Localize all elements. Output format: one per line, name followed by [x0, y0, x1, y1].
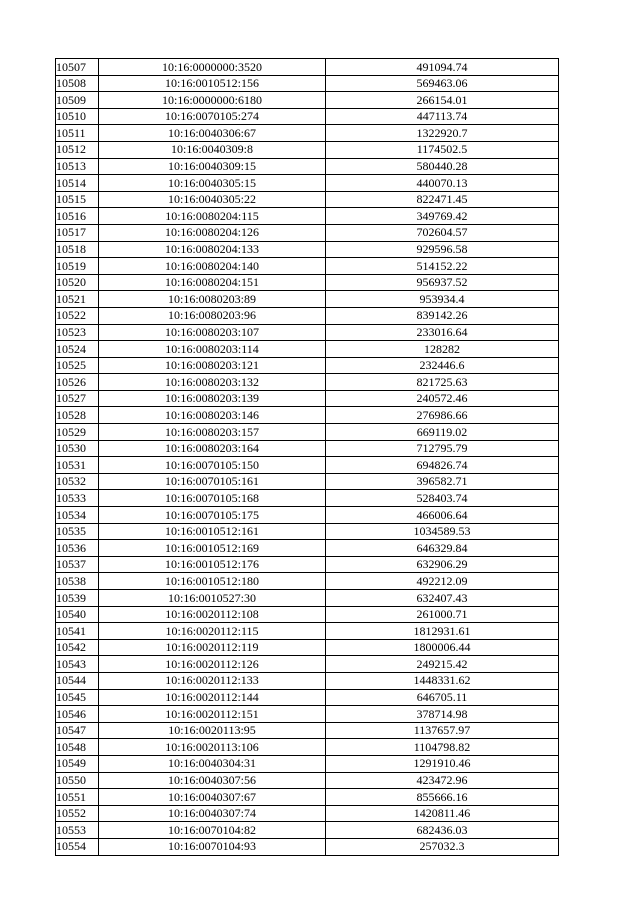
row-number-cell: 10536 [56, 540, 99, 557]
row-number-cell: 10544 [56, 672, 99, 689]
cadastral-number-cell: 10:16:0080203:132 [99, 374, 326, 391]
cadastral-number-cell: 10:16:0010512:180 [99, 573, 326, 590]
row-number-cell: 10524 [56, 341, 99, 358]
value-cell: 249215.42 [326, 656, 559, 673]
table-row [56, 556, 559, 573]
row-number-cell: 10507 [56, 59, 99, 76]
row-number-cell: 10530 [56, 440, 99, 457]
value-cell: 447113.74 [326, 108, 559, 125]
data-table [55, 58, 559, 856]
row-number-cell: 10533 [56, 490, 99, 507]
row-number-cell: 10529 [56, 424, 99, 441]
cadastral-number-cell: 10:16:0020112:144 [99, 689, 326, 706]
row-number-cell: 10548 [56, 739, 99, 756]
value-cell: 1174502.5 [326, 141, 559, 158]
row-number-cell: 10516 [56, 208, 99, 225]
value-cell: 712795.79 [326, 440, 559, 457]
cadastral-number-cell: 10:16:0080203:146 [99, 407, 326, 424]
row-number-cell: 10528 [56, 407, 99, 424]
row-number-cell: 10543 [56, 656, 99, 673]
cadastral-number-cell: 10:16:0020112:119 [99, 639, 326, 656]
table-row [56, 473, 559, 490]
cadastral-number-cell: 10:16:0040305:22 [99, 191, 326, 208]
cadastral-number-cell: 10:16:0070105:274 [99, 108, 326, 125]
row-number-cell: 10549 [56, 755, 99, 772]
row-number-cell: 10531 [56, 457, 99, 474]
cadastral-number-cell: 10:16:0040306:67 [99, 125, 326, 142]
table-row [56, 523, 559, 540]
row-number-cell: 10508 [56, 75, 99, 92]
value-cell: 261000.71 [326, 606, 559, 623]
table-row [56, 656, 559, 673]
row-number-cell: 10539 [56, 590, 99, 607]
value-cell: 1034589.53 [326, 523, 559, 540]
table-row [56, 606, 559, 623]
value-cell: 276986.66 [326, 407, 559, 424]
row-number-cell: 10515 [56, 191, 99, 208]
cadastral-number-cell: 10:16:0080204:151 [99, 274, 326, 291]
cadastral-number-cell: 10:16:0020113:95 [99, 722, 326, 739]
cadastral-number-cell: 10:16:0080203:96 [99, 307, 326, 324]
table-row [56, 175, 559, 192]
table-row [56, 722, 559, 739]
row-number-cell: 10521 [56, 291, 99, 308]
table-row [56, 75, 559, 92]
table-row [56, 374, 559, 391]
cadastral-number-cell: 10:16:0070105:175 [99, 507, 326, 524]
table-row [56, 672, 559, 689]
value-cell: 423472.96 [326, 772, 559, 789]
table-row [56, 108, 559, 125]
table-row [56, 125, 559, 142]
table-row [56, 341, 559, 358]
cadastral-number-cell: 10:16:0080204:140 [99, 258, 326, 275]
table-row [56, 822, 559, 839]
table-row [56, 457, 559, 474]
value-cell: 257032.3 [326, 838, 559, 855]
row-number-cell: 10520 [56, 274, 99, 291]
value-cell: 953934.4 [326, 291, 559, 308]
value-cell: 349769.42 [326, 208, 559, 225]
row-number-cell: 10511 [56, 125, 99, 142]
row-number-cell: 10542 [56, 639, 99, 656]
table-row [56, 191, 559, 208]
table-row [56, 440, 559, 457]
table-row [56, 390, 559, 407]
value-cell: 702604.57 [326, 224, 559, 241]
cadastral-number-cell: 10:16:0040304:31 [99, 755, 326, 772]
cadastral-number-cell: 10:16:0010512:156 [99, 75, 326, 92]
row-number-cell: 10541 [56, 623, 99, 640]
value-cell: 1137657.97 [326, 722, 559, 739]
cadastral-number-cell: 10:16:0040307:74 [99, 805, 326, 822]
table-row [56, 424, 559, 441]
value-cell: 1104798.82 [326, 739, 559, 756]
table-row [56, 739, 559, 756]
cadastral-number-cell: 10:16:0040309:8 [99, 141, 326, 158]
value-cell: 632906.29 [326, 556, 559, 573]
value-cell: 682436.03 [326, 822, 559, 839]
table-row [56, 639, 559, 656]
value-cell: 266154.01 [326, 92, 559, 109]
value-cell: 440070.13 [326, 175, 559, 192]
cadastral-number-cell: 10:16:0010527:30 [99, 590, 326, 607]
value-cell: 929596.58 [326, 241, 559, 258]
table-row [56, 590, 559, 607]
table-row [56, 357, 559, 374]
cadastral-number-cell: 10:16:0070105:150 [99, 457, 326, 474]
cadastral-number-cell: 10:16:0080203:139 [99, 390, 326, 407]
row-number-cell: 10522 [56, 307, 99, 324]
row-number-cell: 10550 [56, 772, 99, 789]
row-number-cell: 10546 [56, 706, 99, 723]
cadastral-number-cell: 10:16:0070105:161 [99, 473, 326, 490]
cadastral-number-cell: 10:16:0010512:161 [99, 523, 326, 540]
row-number-cell: 10514 [56, 175, 99, 192]
row-number-cell: 10551 [56, 789, 99, 806]
cadastral-number-cell: 10:16:0000000:6180 [99, 92, 326, 109]
value-cell: 569463.06 [326, 75, 559, 92]
cadastral-number-cell: 10:16:0070104:82 [99, 822, 326, 839]
cadastral-number-cell: 10:16:0040307:56 [99, 772, 326, 789]
cadastral-number-cell: 10:16:0020112:133 [99, 672, 326, 689]
row-number-cell: 10538 [56, 573, 99, 590]
table-row [56, 59, 559, 76]
row-number-cell: 10510 [56, 108, 99, 125]
value-cell: 822471.45 [326, 191, 559, 208]
table-row [56, 324, 559, 341]
table-body [56, 59, 559, 856]
value-cell: 821725.63 [326, 374, 559, 391]
row-number-cell: 10526 [56, 374, 99, 391]
cadastral-number-cell: 10:16:0000000:3520 [99, 59, 326, 76]
row-number-cell: 10509 [56, 92, 99, 109]
table-row [56, 838, 559, 855]
value-cell: 240572.46 [326, 390, 559, 407]
row-number-cell: 10519 [56, 258, 99, 275]
cadastral-number-cell: 10:16:0080203:114 [99, 341, 326, 358]
cadastral-number-cell: 10:16:0020112:108 [99, 606, 326, 623]
table-row [56, 573, 559, 590]
table-row [56, 507, 559, 524]
cadastral-number-cell: 10:16:0040307:67 [99, 789, 326, 806]
table-row [56, 158, 559, 175]
row-number-cell: 10527 [56, 390, 99, 407]
value-cell: 514152.22 [326, 258, 559, 275]
value-cell: 956937.52 [326, 274, 559, 291]
row-number-cell: 10518 [56, 241, 99, 258]
cadastral-number-cell: 10:16:0080203:89 [99, 291, 326, 308]
table-row [56, 141, 559, 158]
row-number-cell: 10553 [56, 822, 99, 839]
value-cell: 1291910.46 [326, 755, 559, 772]
value-cell: 855666.16 [326, 789, 559, 806]
table-row [56, 241, 559, 258]
value-cell: 232446.6 [326, 357, 559, 374]
cadastral-number-cell: 10:16:0080204:126 [99, 224, 326, 241]
value-cell: 128282 [326, 341, 559, 358]
value-cell: 466006.64 [326, 507, 559, 524]
row-number-cell: 10547 [56, 722, 99, 739]
table-row [56, 307, 559, 324]
value-cell: 694826.74 [326, 457, 559, 474]
row-number-cell: 10534 [56, 507, 99, 524]
value-cell: 1812931.61 [326, 623, 559, 640]
cadastral-number-cell: 10:16:0070105:168 [99, 490, 326, 507]
row-number-cell: 10513 [56, 158, 99, 175]
value-cell: 669119.02 [326, 424, 559, 441]
cadastral-number-cell: 10:16:0080203:121 [99, 357, 326, 374]
row-number-cell: 10525 [56, 357, 99, 374]
value-cell: 1800006.44 [326, 639, 559, 656]
table-row [56, 224, 559, 241]
table-row [56, 490, 559, 507]
cadastral-number-cell: 10:16:0020112:151 [99, 706, 326, 723]
table-row [56, 805, 559, 822]
cadastral-number-cell: 10:16:0070104:93 [99, 838, 326, 855]
value-cell: 1420811.46 [326, 805, 559, 822]
cadastral-number-cell: 10:16:0080203:107 [99, 324, 326, 341]
cadastral-number-cell: 10:16:0080204:115 [99, 208, 326, 225]
row-number-cell: 10537 [56, 556, 99, 573]
value-cell: 492212.09 [326, 573, 559, 590]
value-cell: 1322920.7 [326, 125, 559, 142]
cadastral-number-cell: 10:16:0040305:15 [99, 175, 326, 192]
cadastral-number-cell: 10:16:0010512:176 [99, 556, 326, 573]
table-row [56, 274, 559, 291]
row-number-cell: 10545 [56, 689, 99, 706]
row-number-cell: 10523 [56, 324, 99, 341]
value-cell: 839142.26 [326, 307, 559, 324]
value-cell: 1448331.62 [326, 672, 559, 689]
row-number-cell: 10554 [56, 838, 99, 855]
row-number-cell: 10517 [56, 224, 99, 241]
table-row [56, 689, 559, 706]
table-row [56, 258, 559, 275]
cadastral-number-cell: 10:16:0080203:157 [99, 424, 326, 441]
row-number-cell: 10532 [56, 473, 99, 490]
cadastral-number-cell: 10:16:0020112:115 [99, 623, 326, 640]
row-number-cell: 10535 [56, 523, 99, 540]
value-cell: 528403.74 [326, 490, 559, 507]
value-cell: 580440.28 [326, 158, 559, 175]
table-row [56, 623, 559, 640]
row-number-cell: 10540 [56, 606, 99, 623]
value-cell: 491094.74 [326, 59, 559, 76]
table-row [56, 706, 559, 723]
cadastral-number-cell: 10:16:0040309:15 [99, 158, 326, 175]
value-cell: 233016.64 [326, 324, 559, 341]
table-row [56, 540, 559, 557]
table-row [56, 208, 559, 225]
table-row [56, 407, 559, 424]
value-cell: 378714.98 [326, 706, 559, 723]
cadastral-number-cell: 10:16:0080204:133 [99, 241, 326, 258]
table-row [56, 755, 559, 772]
value-cell: 646705.11 [326, 689, 559, 706]
table-row [56, 291, 559, 308]
row-number-cell: 10552 [56, 805, 99, 822]
cadastral-number-cell: 10:16:0020112:126 [99, 656, 326, 673]
cadastral-number-cell: 10:16:0010512:169 [99, 540, 326, 557]
row-number-cell: 10512 [56, 141, 99, 158]
cadastral-number-cell: 10:16:0080203:164 [99, 440, 326, 457]
value-cell: 646329.84 [326, 540, 559, 557]
table-row [56, 92, 559, 109]
table-row [56, 789, 559, 806]
value-cell: 396582.71 [326, 473, 559, 490]
cadastral-number-cell: 10:16:0020113:106 [99, 739, 326, 756]
table-row [56, 772, 559, 789]
value-cell: 632407.43 [326, 590, 559, 607]
